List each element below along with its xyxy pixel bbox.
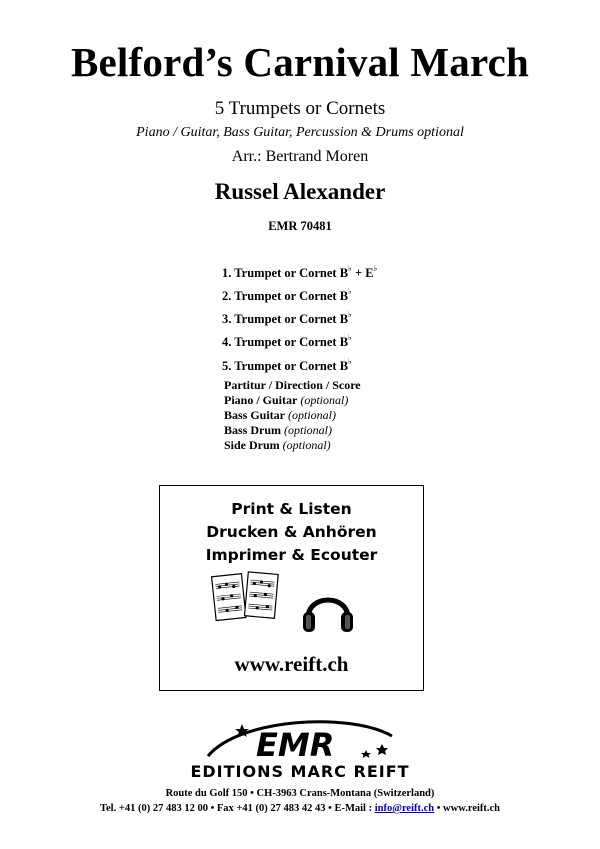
parts-list [222,260,377,376]
part-item: 3. Trumpet or Cornet B♭ [222,310,352,327]
publisher-name: EDITIONS MARC REIFT [190,762,410,781]
print-listen-box [159,485,424,691]
email-link[interactable]: info@reift.ch [374,803,435,814]
optional-instruments: Piano / Guitar, Bass Guitar, Percussion & Drums optional [136,125,464,140]
publisher-address: Route du Golf 150 • CH-3963 Crans-Montana (Switzerland) [165,788,435,799]
promo-line: Print & Listen [231,500,352,518]
extra-item: Bass Guitar (optional) [224,408,337,422]
headphones-icon [300,584,356,636]
publisher-contacts: Tel. +41 (0) 27 483 12 00 • Fax +41 (0) 27 483 42 43 • E-Mail : info@reift.ch • www.reift.ch [99,803,501,814]
part-item: 5. Trumpet or Cornet B♭ [222,356,352,373]
promo-line: Drucken & Anhören [206,523,377,541]
emr-logo [200,716,400,764]
catalog-number: EMR 70481 [268,219,332,233]
page-title: Belford’s Carnival March [70,39,530,85]
sheet-music-icon [210,569,288,629]
extra-item: Side Drum (optional) [224,438,331,452]
promo-text [160,498,423,567]
extras-list [224,378,361,453]
part-item: 1. Trumpet or Cornet B♭ + E♭ [222,264,378,281]
promo-url[interactable]: www.reift.ch [234,652,349,676]
extra-item: Bass Drum (optional) [224,423,333,437]
logo-text: EMR [256,726,335,764]
composer: Russel Alexander [214,179,386,204]
part-item: 4. Trumpet or Cornet B♭ [222,333,352,350]
extra-item: Partitur / Direction / Score [224,378,361,392]
promo-line: Imprimer & Ecouter [205,546,378,564]
extra-item: Piano / Guitar (optional) [224,393,349,407]
arranger: Arr.: Bertrand Moren [231,148,369,165]
instrumentation: 5 Trumpets or Cornets [214,98,386,119]
part-item: 2. Trumpet or Cornet B♭ [222,287,352,304]
